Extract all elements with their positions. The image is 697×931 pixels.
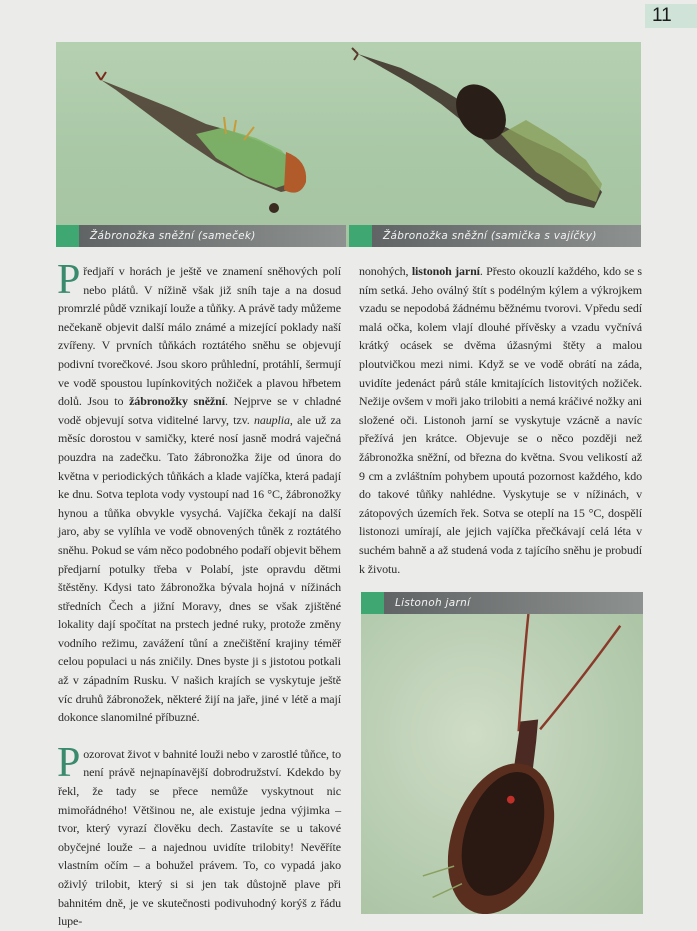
keyword-tadpole-shrimp: listonoh jarní <box>411 264 480 278</box>
caption-text: Listonoh jarní <box>395 597 471 610</box>
paragraph-text: , ale už za měsíc dorostou v samičky, které nosí jasně modrá vaječná pouzdra na zadečku. Tato žábronožka žije od února do května v periodických tůňkách a klade vajíčka, která padají ke dnu. Sotva teplota vody vystoupí nad 16 °C, žábronožky hynou a tůňka obvykle vysychá. Vajíčka čekají na další jaro, aby se vylíhla ve vodě obnovených tůněk z roztátého sněhu. Pokud se vám něco podobného podaří objevit během předjarní potulky třeba v Polabí, jste opravdu dětmi štěstěny. Kdysi tato žábronožka bývala hojná v nížinách středních Čech a jižní Moravy, dnes se však zjištěné lokality dají spočítat na prstech jedné ruky, protože změny vodního režimu, zavážení tůní a znečištění krajiny téměř celou populaci u nás zničily. Dnes byste ji s jistotou potkali až v západním Rusku. V našich krajích se vyskytuje ještě víc druhů žábronožek, některé žijí na jaře, jiné v létě a mají dokonce slanomilné příbuzné. <box>58 412 341 725</box>
italic-term: nauplia <box>253 412 290 427</box>
paragraph-text: nonohých, <box>359 264 412 278</box>
paragraph-text: ředjaří v horách je ještě ve znamení sněhových polí nebo plátů. V nížině však již sníh taje a na dosud promrzlé půdě vznikají louže a tůňky. A právě tady můžeme nečekaně objevit další málo známé a mizející poklady naší zvířeny. V prvních tůňkách roztátého sněhu se objevují podivní tvorečkové. Jsou skoro průhlední, protáhlí, šermují ve vodě spoustou lupínkovitých nožiček a plavou hřbetem dolů. Jsou to <box>58 264 341 409</box>
caption-text: Žábronožka sněžní (sameček) <box>90 230 256 242</box>
caption-accent-block <box>349 225 372 247</box>
drop-cap: P <box>57 257 81 303</box>
caption-accent-block <box>56 225 79 247</box>
text-column-right <box>359 262 642 914</box>
caption-accent-block <box>361 592 384 614</box>
paragraph-tadpole-shrimp-intro <box>57 739 341 931</box>
figure-caption-tadpole-shrimp <box>361 592 643 614</box>
caption-text: Žábronožka sněžní (samička s vajíčky) <box>383 230 597 242</box>
page-number: 11 <box>645 4 697 28</box>
figure-tadpole-shrimp <box>361 592 643 914</box>
photo-tadpole-shrimp <box>361 614 643 914</box>
paragraph-text: ozorovat život v bahnité louži nebo v zarostlé tůňce, to není právě nejnapínavější dobrodružství. Kdekdo by řekl, že tady se přece nemůže vyskytnout nic mimořádného! Většinou ne, ale existuje jedna výjimka – tvor, který vyrazí člověku dech. Zastavíte se u takové obyčejné louže – a najednou uvidíte trilobity! Nevěříte vlastním očím – a bohužel právem. To, co vypadá jako oživlý trilobit, který si si jen tak důstojně plave při bahnitém dně, je ve skutečnosti podivuhodný korýš z řádu lupe- <box>58 746 341 929</box>
figure-caption-male <box>56 225 346 247</box>
text-column-left <box>57 257 341 931</box>
paragraph-text: . Přesto okouzlí každého, kdo se s ním setká. Jeho oválný štít s podélným kýlem a výkrojkem vzadu se nepodobá žádnému běžnému tvorovi. Vpředu sedí malá očka, kolem vlají dlouhé přívěsky a vzadu vyčnívá krátký ocásek se dvěma úžasnými štěty a malou ploutvičkou mezi nimi. Když se ve vodě obrátí na záda, uvidíte jedenáct párů stále kmitajících listovitých nožiček. Nežije ovšem v moři jako trilobiti a nemá kráčivé nožky ani složené oči. Listonoh jarní se vyskytuje vzácně a navíc přežívá jen krátce. Objevuje se o něco později než žábronožka sněžní, od března do května. Svou velikostí až 9 cm a zvláštním pohybem upoutá pozornost každého, kdo do takové tůňky nahlédne. Vyskytuje se v nížinách, v zátopových územích řek. Sotva se oteplí na 15 °C, dospělí listonozi umírají, ale jejich vajíčka přečkávají celá léta v suchém bahně a až studená voda z tajícího sněhu je probudí k životu. <box>359 264 642 576</box>
paragraph-tadpole-shrimp <box>359 262 642 578</box>
keyword-fairy-shrimp: žábronožky sněžní <box>129 394 225 409</box>
figure-caption-female <box>349 225 641 247</box>
photo-fairy-shrimp <box>56 42 641 247</box>
paragraph-text: . Nejprve se v chladné vodě objevují sotva viditelné larvy, tzv. <box>58 394 341 427</box>
fairy-shrimp-male-image <box>96 72 306 213</box>
paragraph-fairy-shrimp <box>57 257 341 727</box>
tadpole-shrimp-image <box>423 614 620 914</box>
drop-cap: P <box>57 739 81 786</box>
fairy-shrimp-female-image <box>352 48 602 208</box>
